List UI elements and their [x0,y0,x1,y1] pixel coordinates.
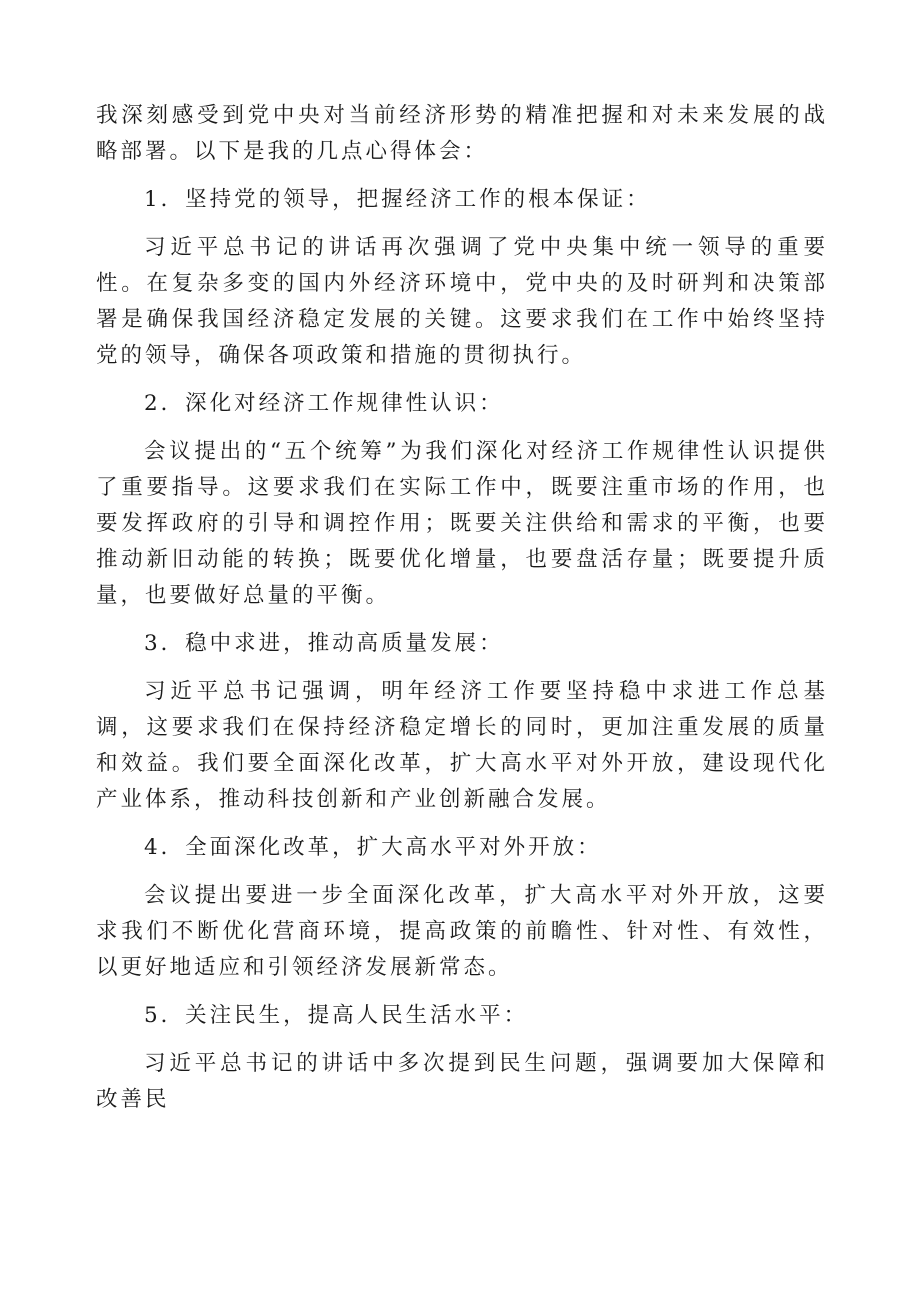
section-heading-5: 5．关注民生，提高人民生活水平： [144,1003,529,1028]
section-body-5: 习近平总书记的讲话中多次提到民生问题，强调要加大保障和改善民 [96,1051,828,1112]
section-body-2: 会议提出的“五个统筹”为我们深化对经济工作规律性认识提供了重要指导。这要求我们在实际工作中，既要注重市场的作用，也要发挥政府的引导和调控作用；既要关注供给和需求的平衡，也要推动新旧动能的转换；既要优化增量，也要盘活存量；既要提升质量，也要做好总量的平衡。 [96,439,828,608]
section-heading-1: 1．坚持党的领导，把握经济工作的根本保证： [144,187,651,212]
document-body [96,98,828,1130]
section-heading-4: 4．全面深化改革，扩大高水平对外开放： [144,835,602,860]
section-body-4: 会议提出要进一步全面深化改革，扩大高水平对外开放，这要求我们不断优化营商环境，提高政策的前瞻性、针对性、有效性，以更好地适应和引领经济发展新常态。 [96,883,828,980]
paragraph-continuation: 我深刻感受到党中央对当前经济形势的精准把握和对未来发展的战略部署。以下是我的几点心得体会： [96,103,828,164]
section-body-1: 习近平总书记的讲话再次强调了党中央集中统一领导的重要性。在复杂多变的国内外经济环境中，党中央的及时研判和决策部署是确保我国经济稳定发展的关键。这要求我们在工作中始终坚持党的领导，确保各项政策和措施的贯彻执行。 [96,235,828,368]
section-body-3: 习近平总书记强调，明年经济工作要坚持稳中求进工作总基调，这要求我们在保持经济稳定增长的同时，更加注重发展的质量和效益。我们要全面深化改革，扩大高水平对外开放，建设现代化产业体系，推动科技创新和产业创新融合发展。 [96,679,828,812]
section-heading-2: 2．深化对经济工作规律性认识： [144,391,504,416]
section-heading-3: 3．稳中求进，推动高质量发展： [144,631,504,656]
